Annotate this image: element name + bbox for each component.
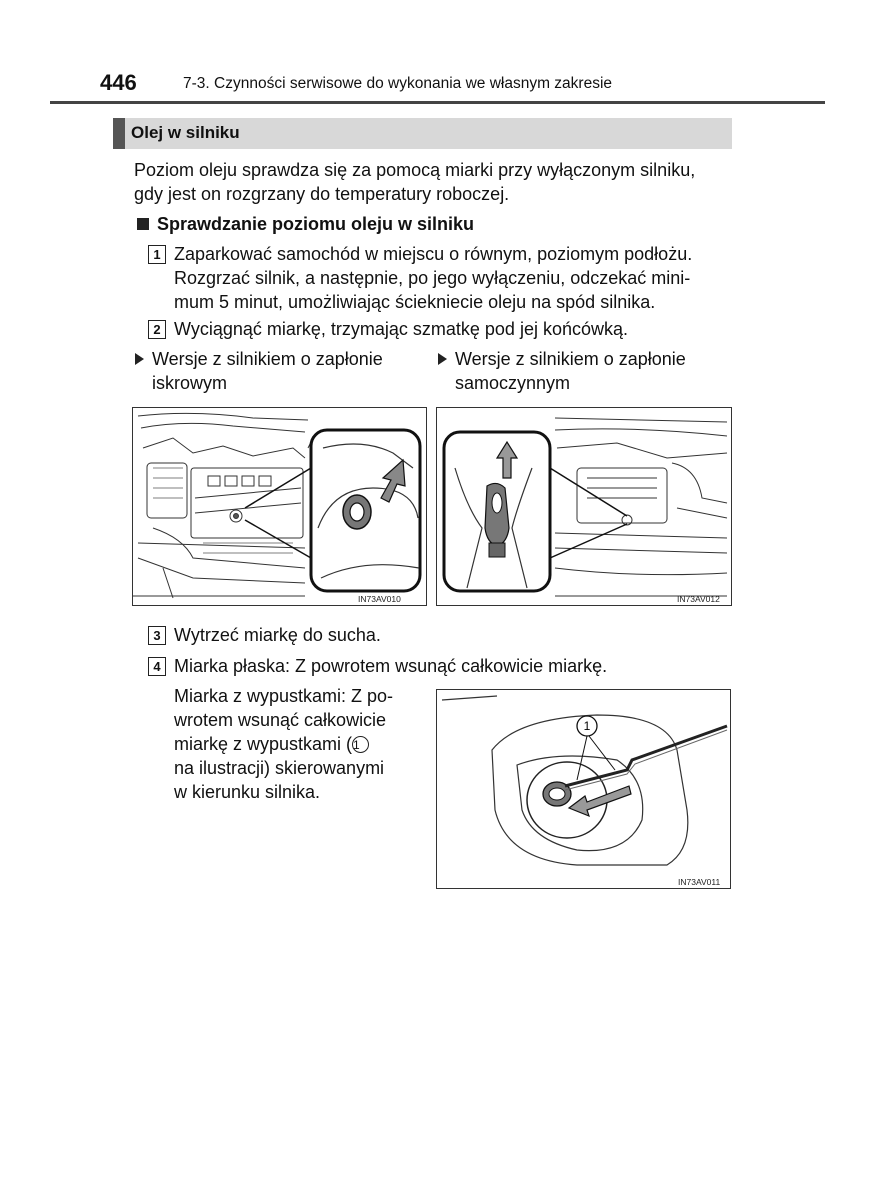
note-line <box>174 732 422 756</box>
step-4 <box>148 654 738 680</box>
dipstick-note <box>174 684 422 804</box>
triangle-bullet-icon <box>438 353 447 365</box>
step-line: Wytrzeć miarkę do sucha. <box>174 625 381 645</box>
step-text <box>174 623 734 647</box>
chapter-title: 7-3. Czynności serwisowe do wykonania we własnym zakresie <box>183 75 613 92</box>
figure-diesel-engine <box>436 407 732 606</box>
section-accent <box>113 118 125 149</box>
variant-line: Wersje z silnikiem o zapłonie <box>152 349 383 369</box>
step-line: Zaparkować samochód w miejscu o równym, poziomym podłożu. <box>174 244 693 264</box>
callout-number: 1 <box>583 719 591 733</box>
subheading <box>137 212 474 236</box>
section-heading <box>113 118 732 149</box>
engine-bay-illustration <box>437 408 732 606</box>
step-text <box>174 654 734 678</box>
note-line: na ilustracji) skierowanymi <box>174 758 385 778</box>
header-divider <box>50 101 825 104</box>
figure-code: IN73AV010 <box>358 594 401 604</box>
variant-diesel <box>438 347 738 397</box>
subheading-text: Sprawdzanie poziomu oleju w silniku <box>157 214 475 234</box>
variant-line: iskrowym <box>152 373 227 393</box>
step-2 <box>148 317 738 343</box>
step-1 <box>148 242 738 316</box>
intro-line: gdy jest on rozgrzany do temperatury roboczej. <box>134 184 510 204</box>
section-title: Olej w silniku <box>131 123 240 142</box>
note-line: wrotem wsunąć całkowicie <box>174 710 387 730</box>
step-number-badge: 3 <box>148 626 166 645</box>
note-text: miarkę z wypustkami ( <box>174 734 353 754</box>
note-line: w kierunku silnika. <box>174 782 321 802</box>
step-number-badge: 4 <box>148 657 166 676</box>
intro-line: Poziom oleju sprawdza się za pomocą miarki przy wyłączonym silniku, <box>134 160 696 180</box>
note-line: Miarka z wypustkami: Z po- <box>174 686 394 706</box>
callout-number-icon: 1 <box>352 736 369 753</box>
variant-line: Wersje z silnikiem o zapłonie <box>455 349 686 369</box>
figure-petrol-engine <box>132 407 427 606</box>
square-bullet-icon <box>137 218 149 230</box>
step-line: mum 5 minut, umożliwiając ściekniecie oleju na spód silnika. <box>174 292 656 312</box>
step-text <box>174 317 734 341</box>
figure-code: IN73AV011 <box>678 877 721 887</box>
step-3 <box>148 623 738 649</box>
engine-bay-illustration <box>133 408 427 606</box>
figure-code: IN73AV012 <box>677 594 720 604</box>
variant-line: samoczynnym <box>455 373 571 393</box>
dipstick-illustration <box>437 690 731 889</box>
step-text <box>174 242 734 314</box>
step-number-badge: 2 <box>148 320 166 339</box>
page-number: 446 <box>100 70 137 95</box>
step-line: Wyciągnąć miarkę, trzymając szmatkę pod jej końcówką. <box>174 319 628 339</box>
intro-paragraph <box>134 158 734 206</box>
triangle-bullet-icon <box>135 353 144 365</box>
page-header <box>50 70 825 104</box>
step-line: Rozgrzać silnik, a następnie, po jego wyłączeniu, odczekać mini- <box>174 268 691 288</box>
step-number-badge: 1 <box>148 245 166 264</box>
figure-dipstick-insert <box>436 689 731 889</box>
step-line: Miarka płaska: Z powrotem wsunąć całkowicie miarkę. <box>174 656 608 676</box>
variant-petrol <box>135 347 435 397</box>
